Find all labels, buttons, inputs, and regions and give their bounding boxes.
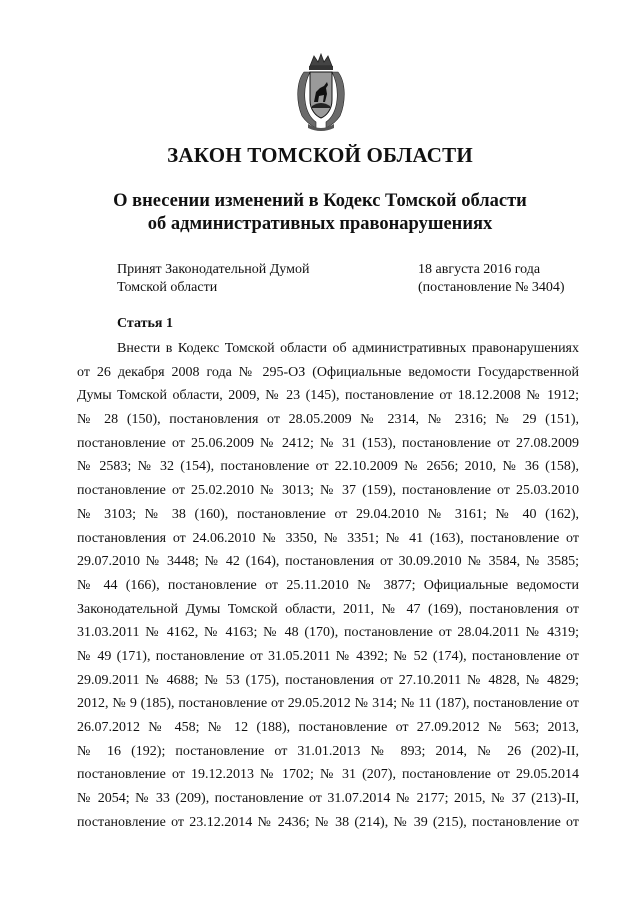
adoption-body	[117, 261, 309, 297]
body-line: постановление от 23.12.2014 № 2436; № 38 (214), № 39 (215), постановление от	[77, 814, 579, 830]
resolution-number-line: (постановление № 3404)	[418, 280, 565, 295]
body-line: 29.09.2011 № 4688; № 53 (175), постановления от 27.10.2011 № 4828, № 4829;	[77, 672, 579, 688]
article-heading: Статья 1	[117, 316, 173, 331]
body-line: № 28 (150), постановления от 28.05.2009 № 2314, № 2316; № 29 (151),	[77, 412, 579, 428]
body-line: от 26 декабря 2008 года № 295-ОЗ (Официальные ведомости Государственной	[77, 364, 579, 380]
body-line: № 49 (171), постановление от 31.05.2011 № 4392; № 52 (174), постановление от	[77, 648, 579, 664]
body-line: № 44 (166), постановление от 25.11.2010 № 3877; Официальные ведомости	[77, 577, 579, 593]
body-line: постановление от 19.12.2013 № 1702; № 31 (207), постановление от 29.05.2014	[77, 767, 579, 783]
body-line: Внести в Кодекс Томской области об административных правонарушениях	[117, 341, 579, 356]
adoption-body-line2: Томской области	[117, 280, 218, 295]
body-line: 29.07.2010 № 3448; № 42 (164), постановления от 30.09.2010 № 3584, № 3585;	[77, 554, 579, 570]
law-title: ЗАКОН ТОМСКОЙ ОБЛАСТИ	[167, 143, 473, 167]
body-line: Законодательной Думы Томской области, 2011, № 47 (169), постановления от	[77, 601, 579, 617]
adoption-date	[418, 261, 565, 297]
body-line: 2012, № 9 (185), постановление от 29.05.2012 № 314; № 11 (187), постановление от	[77, 696, 579, 712]
body-line: 31.03.2011 № 4162, № 4163; № 48 (170), постановление от 28.04.2011 № 4319;	[77, 625, 579, 641]
body-line: № 3103; № 38 (160), постановление от 29.04.2010 № 3161; № 40 (162),	[77, 506, 579, 522]
body-line: № 16 (192); постановление от 31.01.2013 № 893; 2014, № 26 (202)-II,	[77, 743, 579, 759]
body-line: 26.07.2012 № 458; № 12 (188), постановление от 27.09.2012 № 563; 2013,	[77, 720, 579, 735]
body-line: № 2583; № 32 (154), постановление от 22.10.2009 № 2656; 2010, № 36 (158),	[77, 459, 579, 475]
article-body	[77, 337, 579, 834]
body-line: постановление от 25.06.2009 № 2412; № 31 (153), постановление от 27.08.2009	[77, 435, 579, 451]
law-subtitle-line1: О внесении изменений в Кодекс Томской области	[113, 191, 527, 211]
body-line: постановление от 25.02.2010 № 3013; № 37 (159), постановление от 25.03.2010	[77, 483, 579, 499]
adoption-body-line1: Принят Законодательной Думой	[117, 262, 310, 277]
body-line: Думы Томской области, 2009, № 23 (145), постановление от 18.12.2008 № 1912;	[77, 388, 579, 404]
body-line: № 2054; № 33 (209), постановление от 31.07.2014 № 2177; 2015, № 37 (213)-II,	[77, 791, 579, 807]
law-subtitle-line2: об административных правонарушениях	[147, 214, 493, 234]
coat-of-arms-icon	[290, 52, 352, 132]
adoption-date-line: 18 августа 2016 года	[418, 262, 541, 277]
body-line: постановления от 24.06.2010 № 3350, № 3351; № 41 (163), постановление от	[77, 530, 579, 546]
